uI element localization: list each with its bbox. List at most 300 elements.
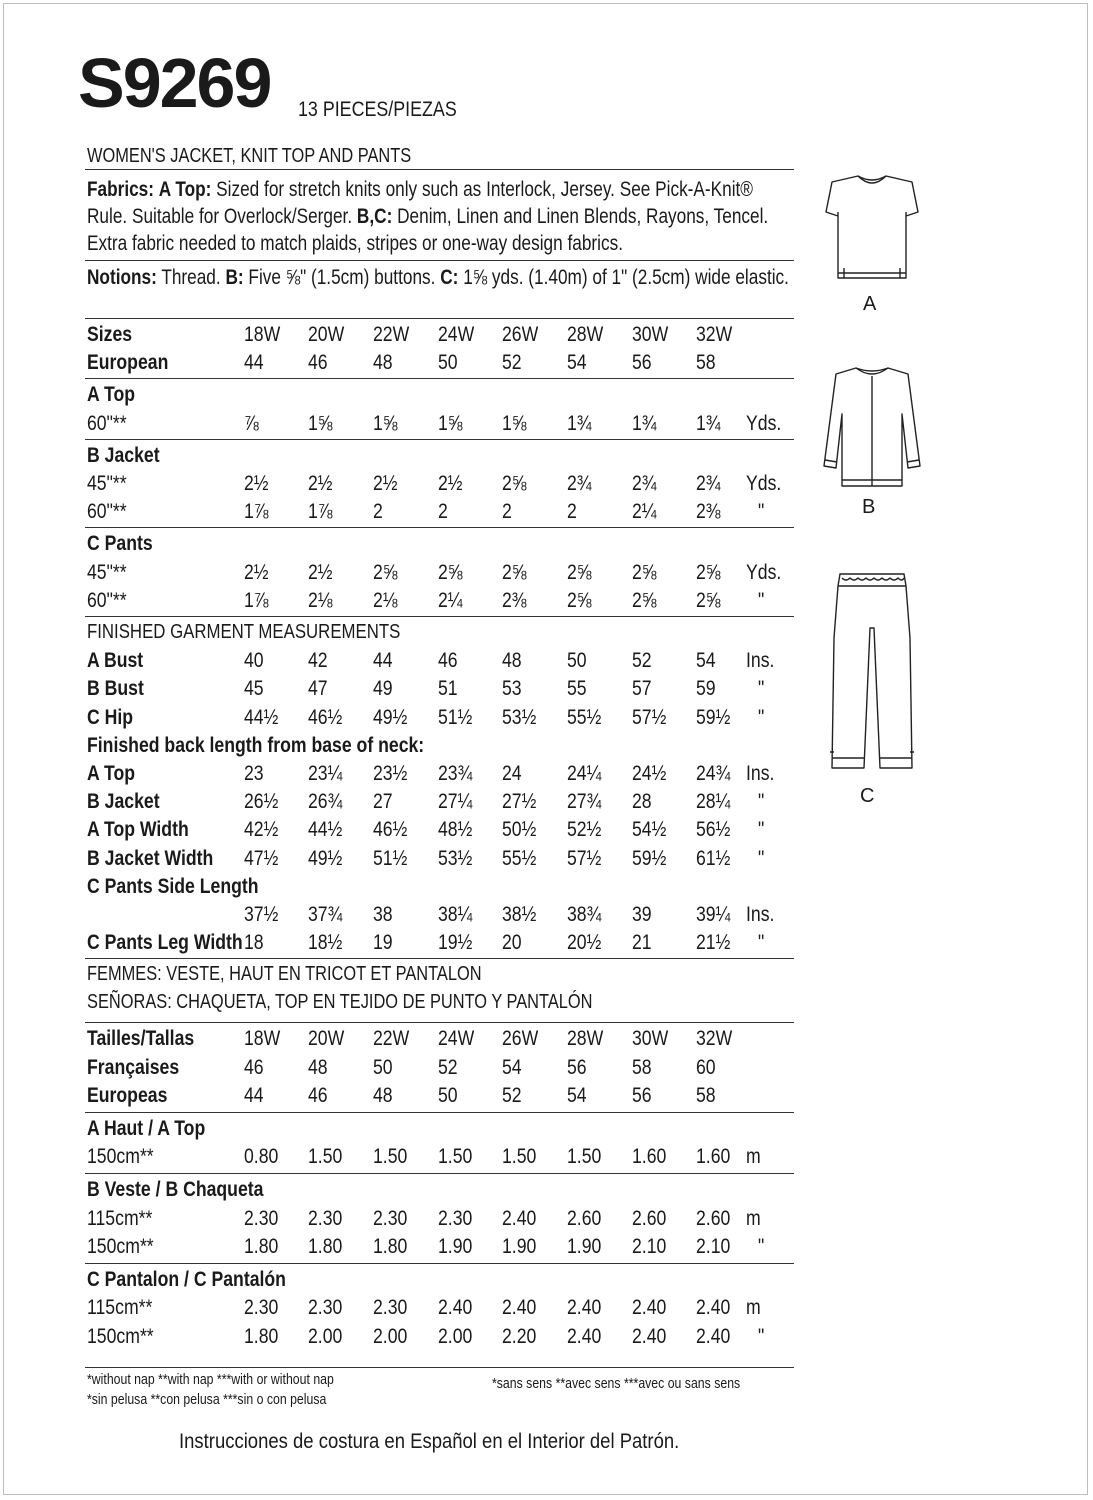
value-cell: 2.00 [438, 1325, 473, 1348]
value-cell: 46 [244, 1055, 264, 1079]
value-cell: 50½ [502, 818, 537, 842]
value-cell: 2.40 [502, 1296, 537, 1320]
value-cell: 2.40 [502, 1206, 537, 1230]
unit-cell: " [758, 818, 765, 842]
row-label: B Jacket Width [87, 846, 214, 870]
table-row [0, 1326, 900, 1354]
table-row [0, 1236, 900, 1264]
table-row [0, 501, 900, 529]
value-cell: 2.40 [567, 1296, 602, 1320]
table-row [0, 445, 900, 473]
view-c-pants-illustration [826, 568, 918, 776]
value-cell: 1.50 [502, 1145, 537, 1169]
value-cell: 38¾ [567, 903, 602, 926]
pattern-number: S9269 [78, 44, 271, 122]
unit-cell: " [758, 677, 765, 701]
table-row [0, 413, 900, 441]
row-label: B Jacket [87, 443, 160, 467]
value-cell: 18½ [308, 931, 343, 955]
value-cell: 2.40 [438, 1296, 473, 1320]
value-cell: 54 [696, 649, 716, 673]
unit-cell: Ins. [746, 903, 775, 926]
value-cell: 1.50 [373, 1145, 408, 1169]
unit-cell: " [758, 588, 765, 612]
value-cell: 48 [502, 649, 522, 673]
value-cell: 2.40 [632, 1325, 667, 1348]
value-cell: 24W [438, 1027, 475, 1050]
table-row [0, 1269, 900, 1297]
value-cell: 22W [373, 1027, 410, 1050]
value-cell: 1¾ [696, 411, 721, 435]
table-row [0, 904, 900, 932]
row-label: 115cm** [87, 1206, 153, 1230]
value-cell: 51½ [373, 846, 408, 870]
table-row [0, 932, 900, 960]
value-cell: 24¾ [696, 762, 731, 785]
value-cell: 2.00 [308, 1325, 343, 1348]
view-a-label: A [863, 293, 877, 315]
value-cell: 51 [438, 677, 458, 701]
view-c-label: C [860, 785, 875, 807]
value-cell: 54 [567, 351, 587, 375]
value-cell: 2.10 [632, 1235, 667, 1259]
value-cell: 1⅝ [502, 411, 527, 435]
table-row [0, 590, 900, 618]
value-cell: 2.30 [308, 1296, 343, 1320]
value-cell: 2 [373, 500, 383, 524]
value-cell: 51½ [438, 705, 473, 729]
value-cell: 58 [696, 351, 716, 375]
value-cell: 23¾ [438, 762, 473, 785]
unit-cell: " [758, 705, 765, 729]
table-rule [85, 958, 794, 959]
value-cell: 28 [632, 790, 652, 814]
value-cell: 24¼ [567, 762, 602, 785]
value-cell: 39¼ [696, 903, 731, 926]
value-cell: 53½ [438, 846, 473, 870]
value-cell: 2.30 [373, 1206, 408, 1230]
value-cell: 2 [502, 500, 512, 524]
value-cell: 1.50 [438, 1145, 473, 1169]
value-cell: 53½ [502, 705, 537, 729]
value-cell: 46 [308, 351, 328, 375]
value-cell: 26½ [244, 790, 279, 814]
value-cell: 46½ [373, 818, 408, 842]
value-cell: 2⅝ [632, 560, 657, 584]
value-cell: 2.00 [373, 1325, 408, 1348]
unit-cell: Yds. [746, 560, 782, 584]
table-row [0, 1146, 900, 1174]
value-cell: 18W [244, 1027, 281, 1050]
value-cell: 32W [696, 1027, 733, 1050]
table-rule [85, 527, 794, 528]
notions-c-label: C: [440, 266, 459, 289]
notions-rule [85, 318, 794, 319]
row-label: 150cm** [87, 1325, 154, 1348]
notions-text-3: 1⅝ yds. (1.40m) of 1" (2.5cm) wide elastic. [463, 266, 789, 289]
value-cell: 55½ [567, 705, 602, 729]
value-cell: 24½ [632, 762, 667, 785]
value-cell: 37¾ [308, 903, 343, 926]
value-cell: 1.50 [308, 1145, 343, 1169]
row-label: C Pants [87, 532, 153, 556]
pattern-title: WOMEN'S JACKET, KNIT TOP AND PANTS [87, 145, 412, 167]
value-cell: 46½ [308, 705, 343, 729]
value-cell: 58 [696, 1084, 716, 1108]
table-row [0, 324, 900, 352]
value-cell: 42½ [244, 818, 279, 842]
row-label: C Pants Leg Width [87, 931, 243, 955]
piece-count: 13 PIECES/PIEZAS [298, 98, 457, 121]
notions-text-2: Five ⅝" (1.5cm) buttons. [248, 266, 436, 289]
value-cell: 1¾ [567, 411, 592, 435]
value-cell: 19 [373, 931, 393, 955]
value-cell: 2.30 [244, 1296, 279, 1320]
value-cell: 37½ [244, 903, 279, 926]
value-cell: 2⅛ [308, 588, 333, 612]
value-cell: 27¼ [438, 790, 473, 814]
value-cell: 2½ [244, 472, 269, 495]
footnote-spanish: *sin pelusa **con pelusa ***sin o con pelusa [87, 1391, 327, 1408]
value-cell: 28W [567, 323, 604, 346]
value-cell: 1.60 [632, 1145, 667, 1169]
table-row [0, 848, 900, 876]
value-cell: 2.60 [567, 1206, 602, 1230]
row-label: A Bust [87, 649, 144, 673]
spanish-title: SEÑORAS: CHAQUETA, TOP EN TEJIDO DE PUNTO Y PANTALÓN [87, 991, 593, 1013]
value-cell: 1⅞ [244, 588, 269, 612]
value-cell: 18W [244, 323, 281, 346]
value-cell: 2.40 [696, 1296, 731, 1320]
value-cell: 53 [502, 677, 522, 701]
unit-cell: " [758, 931, 765, 955]
value-cell: 1⅝ [438, 411, 463, 435]
table-row [0, 876, 900, 904]
value-cell: 1¾ [632, 411, 657, 435]
value-cell: 38 [373, 903, 393, 926]
row-label: 150cm** [87, 1145, 154, 1169]
value-cell: 2.20 [502, 1325, 537, 1348]
row-label: Françaises [87, 1055, 180, 1079]
table-row [0, 1057, 900, 1085]
value-cell: 49½ [373, 705, 408, 729]
value-cell: 48½ [438, 818, 473, 842]
value-cell: 56 [632, 351, 652, 375]
value-cell: 1⅝ [373, 411, 398, 435]
value-cell: 23 [244, 762, 264, 785]
value-cell: 48 [373, 351, 393, 375]
value-cell: 2⅝ [502, 560, 527, 584]
value-cell: 1⅝ [308, 411, 333, 435]
value-cell: 19½ [438, 931, 473, 955]
table-row [0, 622, 900, 650]
value-cell: 2⅝ [696, 560, 721, 584]
footnote-french: *sans sens **avec sens ***avec ou sans sens [492, 1375, 741, 1392]
value-cell: 1.80 [244, 1235, 279, 1259]
row-label: B Veste / B Chaqueta [87, 1178, 264, 1201]
value-cell: 44 [244, 1084, 264, 1108]
row-label: FINISHED GARMENT MEASUREMENTS [87, 621, 401, 643]
unit-cell: " [758, 1235, 765, 1259]
value-cell: 27½ [502, 790, 537, 814]
value-cell: 2.10 [696, 1235, 731, 1259]
value-cell: 58 [632, 1055, 652, 1079]
unit-cell: " [758, 846, 765, 870]
value-cell: 42 [308, 649, 328, 673]
notions-text-1: Thread. [161, 266, 221, 289]
value-cell: 28¼ [696, 790, 731, 814]
notions-label: Notions: [87, 266, 157, 289]
value-cell: 20W [308, 1027, 345, 1050]
row-label: European [87, 351, 169, 375]
value-cell: 44½ [308, 818, 343, 842]
row-label: 60"** [87, 411, 127, 435]
value-cell: 61½ [696, 846, 731, 870]
table-row [0, 1208, 900, 1236]
value-cell: 52 [502, 1084, 522, 1108]
value-cell: 2⅝ [567, 588, 592, 612]
value-cell: 2½ [438, 472, 463, 495]
unit-cell: " [758, 1325, 765, 1348]
value-cell: 0.80 [244, 1145, 279, 1169]
value-cell: 30W [632, 1027, 669, 1050]
unit-cell: Ins. [746, 762, 775, 785]
fabrics-bc-text: Denim, Linen and Linen Blends, Rayons, Tencel. Extra fabric needed to match plaids, stripes or one-way design fabrics. [87, 205, 769, 255]
unit-cell: m [746, 1296, 761, 1320]
table-row [0, 562, 900, 590]
value-cell: 2¾ [632, 472, 657, 495]
fabrics-paragraph [87, 176, 792, 257]
table-row [0, 819, 900, 847]
table-rule [85, 1263, 794, 1264]
value-cell: 57 [632, 677, 652, 701]
unit-cell: m [746, 1145, 761, 1169]
value-cell: 1.80 [244, 1325, 279, 1348]
value-cell: 20 [502, 931, 522, 955]
value-cell: 1⅞ [244, 500, 269, 524]
value-cell: 2.60 [696, 1206, 731, 1230]
title-rule [85, 169, 794, 170]
value-cell: 46 [308, 1084, 328, 1108]
footnote-rule [85, 1367, 794, 1368]
value-cell: 48 [373, 1084, 393, 1108]
value-cell: 2⅝ [502, 472, 527, 495]
value-cell: 28W [567, 1027, 604, 1050]
value-cell: 1.90 [502, 1235, 537, 1259]
french-title: FEMMES: VESTE, HAUT EN TRICOT ET PANTALON [87, 963, 482, 985]
value-cell: 2½ [244, 560, 269, 584]
table-row [0, 650, 900, 678]
value-cell: 2⅛ [373, 588, 398, 612]
value-cell: 1.80 [373, 1235, 408, 1259]
value-cell: 2.40 [696, 1325, 731, 1348]
fabrics-a-text: Sized for stretch knits only such as Interlock, Jersey. See Pick-A-Knit® Rule. Suitable for Overlock/Serger. [87, 178, 754, 228]
view-b-label: B [862, 496, 876, 518]
row-label: 115cm** [87, 1296, 153, 1320]
unit-cell: " [758, 500, 765, 524]
value-cell: 21 [632, 931, 652, 955]
value-cell: 1⅞ [308, 500, 333, 524]
value-cell: 23¼ [308, 762, 343, 785]
value-cell: 56½ [696, 818, 731, 842]
table-row [0, 707, 900, 735]
row-label: Tailles/Tallas [87, 1027, 195, 1050]
value-cell: 52 [438, 1055, 458, 1079]
value-cell: 20½ [567, 931, 602, 955]
table-row [0, 533, 900, 561]
table-row [0, 791, 900, 819]
view-b-jacket-illustration [820, 362, 924, 490]
value-cell: 2⅝ [373, 560, 398, 584]
value-cell: 49½ [308, 846, 343, 870]
footnote-english: *without nap **with nap ***with or without nap [87, 1371, 334, 1388]
table-row [0, 473, 900, 501]
value-cell: 23½ [373, 762, 408, 785]
notions-paragraph [87, 264, 792, 291]
value-cell: 55½ [502, 846, 537, 870]
value-cell: 46 [438, 649, 458, 673]
value-cell: 2¼ [438, 588, 463, 612]
value-cell: 2½ [308, 560, 333, 584]
value-cell: 2 [567, 500, 577, 524]
value-cell: 2.30 [244, 1206, 279, 1230]
value-cell: 26¾ [308, 790, 343, 814]
value-cell: 2⅜ [502, 588, 527, 612]
view-a-top-illustration [820, 168, 924, 288]
value-cell: 1.90 [567, 1235, 602, 1259]
table-row [0, 1118, 900, 1146]
value-cell: 21½ [696, 931, 731, 955]
row-label: A Top Width [87, 818, 189, 842]
row-label: B Jacket [87, 790, 160, 814]
row-label: B Bust [87, 677, 144, 701]
value-cell: 18 [244, 931, 264, 955]
value-cell: 1.80 [308, 1235, 343, 1259]
value-cell: 40 [244, 649, 264, 673]
fabrics-rule [85, 260, 794, 261]
row-label: 45"** [87, 472, 127, 495]
value-cell: 2.40 [632, 1296, 667, 1320]
value-cell: 38¼ [438, 903, 473, 926]
value-cell: 47 [308, 677, 328, 701]
row-label: 150cm** [87, 1235, 154, 1259]
value-cell: 30W [632, 323, 669, 346]
table-row [0, 678, 900, 706]
value-cell: 57½ [632, 705, 667, 729]
value-cell: 50 [373, 1055, 393, 1079]
value-cell: 26W [502, 1027, 539, 1050]
value-cell: 2.30 [308, 1206, 343, 1230]
fabrics-bc-label: B,C: [356, 205, 393, 228]
row-label: Finished back length from base of neck: [87, 733, 425, 757]
value-cell: 50 [438, 1084, 458, 1108]
value-cell: 48 [308, 1055, 328, 1079]
value-cell: 22W [373, 323, 410, 346]
row-label: A Haut / A Top [87, 1116, 206, 1140]
value-cell: 44 [244, 351, 264, 375]
value-cell: ⅞ [244, 411, 259, 435]
value-cell: 59½ [696, 705, 731, 729]
value-cell: 20W [308, 323, 345, 346]
value-cell: 24W [438, 323, 475, 346]
table-rule [85, 616, 794, 617]
value-cell: 52½ [567, 818, 602, 842]
value-cell: 2⅝ [632, 588, 657, 612]
table-rule [85, 1022, 794, 1023]
value-cell: 52 [632, 649, 652, 673]
table-row [0, 763, 900, 791]
table-rule [85, 1112, 794, 1113]
value-cell: 26W [502, 323, 539, 346]
row-label: 60"** [87, 588, 127, 612]
table-row [0, 384, 900, 412]
row-label: Europeas [87, 1084, 168, 1108]
value-cell: 27¾ [567, 790, 602, 814]
value-cell: 59 [696, 677, 716, 701]
row-label: C Pantalon / C Pantalón [87, 1267, 286, 1291]
table-row [0, 735, 900, 763]
table-row [0, 1085, 900, 1113]
value-cell: 2¼ [632, 500, 657, 524]
value-cell: 2¾ [696, 472, 721, 495]
table-row [0, 1297, 900, 1325]
value-cell: 54 [567, 1084, 587, 1108]
row-label: A Top [87, 762, 136, 785]
value-cell: 2.30 [373, 1296, 408, 1320]
value-cell: 54 [502, 1055, 522, 1079]
row-label: A Top [87, 383, 136, 407]
row-label: C Hip [87, 705, 134, 729]
unit-cell: Yds. [746, 472, 782, 495]
value-cell: 2⅝ [438, 560, 463, 584]
value-cell: 1.60 [696, 1145, 731, 1169]
value-cell: 50 [438, 351, 458, 375]
value-cell: 38½ [502, 903, 537, 926]
table-rule [85, 1173, 794, 1174]
value-cell: 2.40 [567, 1325, 602, 1348]
row-label: Sizes [87, 323, 133, 346]
value-cell: 2.60 [632, 1206, 667, 1230]
value-cell: 47½ [244, 846, 279, 870]
value-cell: 2⅜ [696, 500, 721, 524]
value-cell: 39 [632, 903, 652, 926]
value-cell: 1.90 [438, 1235, 473, 1259]
row-label: C Pants Side Length [87, 874, 259, 898]
fabrics-a-label: A Top: [158, 178, 212, 201]
table-rule [85, 439, 794, 440]
value-cell: 44 [373, 649, 393, 673]
value-cell: 24 [502, 762, 522, 785]
value-cell: 59½ [632, 846, 667, 870]
table-row [0, 352, 900, 380]
unit-cell: Ins. [746, 649, 775, 673]
value-cell: 56 [567, 1055, 587, 1079]
table-row [0, 1028, 900, 1056]
value-cell: 2.30 [438, 1206, 473, 1230]
value-cell: 1.50 [567, 1145, 602, 1169]
value-cell: 57½ [567, 846, 602, 870]
unit-cell: " [758, 790, 765, 814]
value-cell: 2⅝ [567, 560, 592, 584]
unit-cell: m [746, 1206, 761, 1230]
value-cell: 2 [438, 500, 448, 524]
value-cell: 49 [373, 677, 393, 701]
value-cell: 60 [696, 1055, 716, 1079]
value-cell: 2½ [308, 472, 333, 495]
value-cell: 45 [244, 677, 264, 701]
value-cell: 52 [502, 351, 522, 375]
unit-cell: Yds. [746, 411, 782, 435]
